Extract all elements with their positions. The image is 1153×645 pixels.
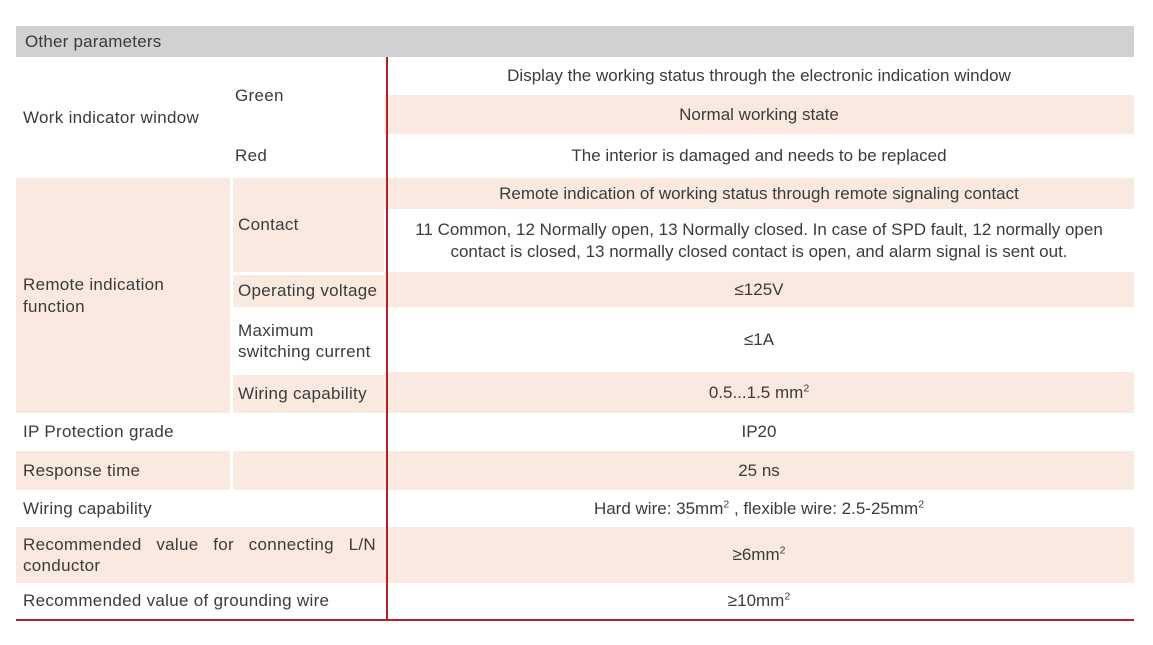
cell-wiring-capability-value: Hard wire: $35mm^2$ , flexible wire: $2.5-25mm^2$ xyxy=(593,498,925,518)
cell-remote-indication-label: Remote indication function xyxy=(16,178,230,413)
cell-response-time-value: 25 ns xyxy=(384,451,1134,490)
row-ip-protection-grade xyxy=(16,413,1134,451)
cell-contact-detail: 11 Common, 12 Normally open, 13 Normally closed. In case of SPD fault, 12 normally open contact is closed, 13 normally closed contact is open, and alarm signal is sent out. xyxy=(415,220,1103,261)
cell-red-label: Red xyxy=(235,146,268,166)
parameters-table xyxy=(16,57,1134,619)
row-grounding-wire xyxy=(16,583,1134,619)
cell-red-desc: The interior is damaged and needs to be replaced xyxy=(571,146,947,166)
section-header-bar xyxy=(16,26,1134,57)
cell-ln-conductor-label: Recommended value for connecting L/N conductor xyxy=(16,527,384,583)
cell-work-indicator-label: Work indicator window xyxy=(23,107,200,127)
red-bottom-rule xyxy=(16,619,1134,621)
cell-grounding-wire-value: $\ge 10mm^2$ xyxy=(727,590,791,611)
cell-green-desc: Display the working status through the electronic indication window xyxy=(507,66,1011,86)
cell-remote-wiring-capability-value: 0.5...1.5 $mm^2$ xyxy=(384,372,1134,413)
cell-response-time-spacer xyxy=(230,451,384,490)
spec-sheet xyxy=(16,26,1134,619)
red-column-divider xyxy=(386,57,388,621)
cell-ip-protection-grade-value: IP20 xyxy=(741,422,777,442)
cell-contact-label: Contact xyxy=(230,178,384,272)
cell-remote-wiring-capability-label: Wiring capability xyxy=(230,372,384,413)
cell-ln-conductor-value: $\ge 6mm^2$ xyxy=(384,527,1134,583)
row-contact-desc xyxy=(16,178,1134,209)
cell-green-state: Normal working state xyxy=(384,95,1134,134)
cell-operating-voltage-value: ≤125V xyxy=(384,272,1134,307)
cell-grounding-wire-label: Recommended value of grounding wire xyxy=(23,591,330,611)
cell-ip-protection-grade-label: IP Protection grade xyxy=(23,422,174,442)
row-ln-conductor xyxy=(16,527,1134,583)
cell-wiring-capability-label: Wiring capability xyxy=(23,498,152,518)
cell-operating-voltage-label: Operating voltage xyxy=(230,272,384,307)
cell-green-label: Green xyxy=(235,85,284,105)
row-wiring-capability xyxy=(16,490,1134,527)
section-title: Other parameters xyxy=(25,31,162,51)
row-response-time xyxy=(16,451,1134,490)
cell-contact-desc: Remote indication of working status through remote signaling contact xyxy=(384,178,1134,209)
row-green-desc xyxy=(16,57,1134,95)
cell-response-time-label: Response time xyxy=(16,451,230,490)
cell-max-switching-current-label: Maximum switching current xyxy=(230,307,384,372)
cell-max-switching-current-value: ≤1A xyxy=(743,329,775,349)
